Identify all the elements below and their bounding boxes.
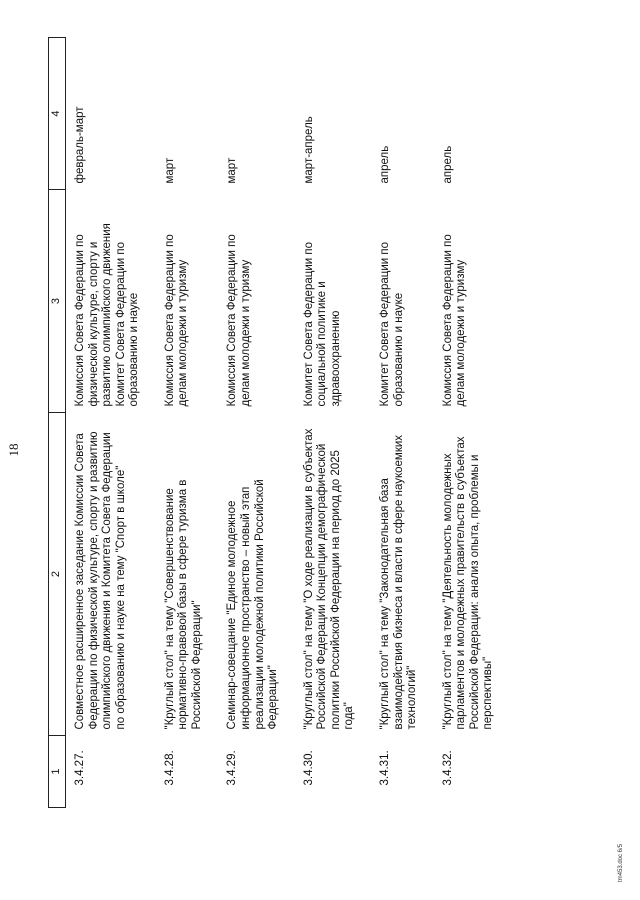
event-date: апрель xyxy=(441,145,454,184)
table-row xyxy=(295,38,371,808)
event-title: "Круглый стол" на тему "Законодательная база взаимодействия бизнеса и власти в сфере наукоемких технологий" xyxy=(378,434,419,730)
column-header-date: 4 xyxy=(49,38,66,190)
row-number: 3.4.29. xyxy=(226,750,239,786)
file-code: tm453.doc 6/5 xyxy=(618,843,624,882)
column-header-event: 2 xyxy=(49,413,66,736)
table-header-row xyxy=(49,38,66,808)
event-title: Совместное расширенное заседание Комиссии Совета Федерации по физической культуре, спорту и развитию олимпийского движения и Комитета Совета Федерации по образованию и науке на тему "Спорт в школе" xyxy=(73,431,127,730)
responsible-body: Комиссия Совета Федерации по делам молодежи и туризму xyxy=(441,234,468,407)
row-number: 3.4.30. xyxy=(302,750,315,786)
event-title: "Круглый стол" на тему "О ходе реализации в субъектах Российской Федерации Концепции демографической политики Российской Федерации на период до 2025 года" xyxy=(302,428,356,730)
table-row xyxy=(434,38,510,808)
event-title: Семинар-совещание "Единое молодежное информационное пространство – новый этап реализации молодежной политики Российской Федерации" xyxy=(226,479,280,730)
table-row xyxy=(156,38,219,808)
responsible-body: Комиссия Совета Федерации по делам молодежи и туризму xyxy=(163,234,190,407)
event-title: "Круглый стол" на тему "Деятельность молодежных парламентов и молодежных правительств в субъектах Российской Федерации: анализ опыта, проблемы и перспективы" xyxy=(441,436,495,730)
responsible-body: Комиссия Совета Федерации по делам молодежи и туризму xyxy=(226,234,253,407)
table-row xyxy=(65,38,155,808)
page-number: 18 xyxy=(6,443,21,457)
row-number: 3.4.32. xyxy=(441,750,454,786)
column-header-number: 1 xyxy=(49,736,66,808)
event-title: "Круглый стол" на тему "Совершенствование нормативно-правовой базы в сфере туризма в Российской Федерации" xyxy=(163,479,203,730)
row-number: 3.4.31. xyxy=(378,750,391,786)
responsible-body: Комитет Совета Федерации по образованию и науке xyxy=(378,242,405,407)
responsible-body: Комиссия Совета Федерации по физической культуре, спорту и развитию олимпийского движения Комитет Совета Федерации по образованию и науке xyxy=(73,223,141,407)
row-number: 3.4.27. xyxy=(73,750,86,786)
event-date: март xyxy=(226,157,239,184)
table-row xyxy=(218,38,294,808)
event-date: март xyxy=(163,157,176,184)
event-date: февраль-март xyxy=(73,106,86,184)
column-header-responsible: 3 xyxy=(49,190,66,413)
event-date: март-апрель xyxy=(302,116,315,184)
row-number: 3.4.28. xyxy=(163,750,176,786)
responsible-body: Комитет Совета Федерации по социальной политике и здравоохранению xyxy=(302,242,342,407)
event-date: апрель xyxy=(378,145,391,184)
table-row xyxy=(371,38,434,808)
events-table xyxy=(48,37,510,808)
